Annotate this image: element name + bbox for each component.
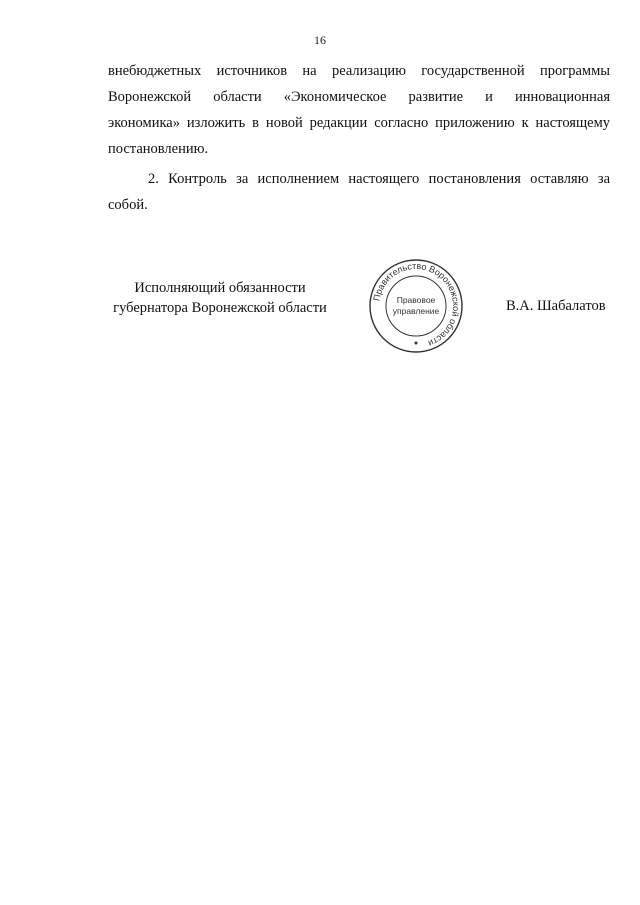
body-line: Воронежской области «Экономическое развитие и инновационная [108,89,610,105]
body-line: внебюджетных источников на реализацию государственной программы [108,63,610,79]
body-line: 2. Контроль за исполнением настоящего постановления оставляю за [148,171,610,187]
body-line: постановлению. [108,141,209,157]
seal-dot [415,342,418,345]
body-line: экономика» изложить в новой редакции согласно приложению к настоящему [108,115,610,131]
signatory-name: В.А. Шабалатов [506,298,606,314]
signatory-position-line: губернатора Воронежской области [113,300,327,316]
signatory-position-line: Исполняющий обязанности [134,280,306,296]
seal-inner-text: Правовое [396,295,436,305]
seal-outer-text: Правительство Воронежской области [371,260,462,349]
signatory-position [100,278,340,318]
seal-inner-text: управление [392,306,440,316]
official-seal-stamp [368,258,464,354]
page-number: 16 [314,33,326,47]
body-line: собой. [108,197,148,213]
body-text [108,58,610,218]
